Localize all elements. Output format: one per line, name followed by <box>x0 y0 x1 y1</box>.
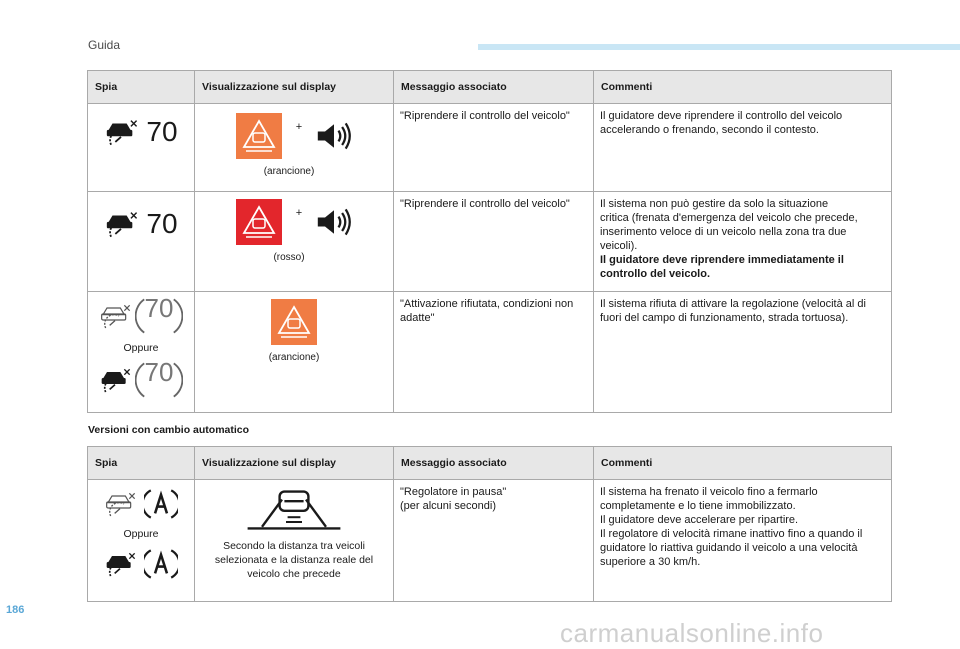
speed-gauge-outline-icon <box>99 302 131 330</box>
speed-gauge-outline-icon <box>104 490 136 518</box>
header-title: Guida <box>88 38 121 52</box>
display-caption: Secondo la distanza tra veicoli selezionata e la distanza reale del veicolo che precede <box>214 540 374 580</box>
speed-gauge-icon <box>104 209 138 239</box>
watermark: carmanualsonline.info <box>560 618 824 648</box>
comment-cell <box>594 192 892 292</box>
header-commenti: Commenti <box>594 447 892 480</box>
comment-cell: Il sistema rifiuta di attivare la regolazione (velocità al di fuori del campo di funzionamento, strada tortuosa). <box>594 292 892 413</box>
table-row <box>88 480 892 602</box>
spia-cell <box>88 192 195 292</box>
comment-bold: Il guidatore deve riprendere immediatamente il controllo del veicolo. <box>600 254 844 280</box>
circled-speed <box>135 357 183 399</box>
auto-hold-a-icon <box>144 487 178 521</box>
sound-icon <box>316 122 352 150</box>
page-number: 186 <box>6 604 25 616</box>
speed-gauge-icon <box>104 117 138 147</box>
spia-cell <box>88 480 195 602</box>
header-visualizzazione: Visualizzazione sul display <box>195 447 394 480</box>
message-cell: "Riprendere il controllo del veicolo" <box>394 192 594 292</box>
display-cell <box>195 292 394 413</box>
plus-sign: + <box>295 207 303 219</box>
display-color-note: (rosso) <box>273 252 305 263</box>
header-spia: Spia <box>88 447 195 480</box>
or-label: Oppure <box>123 528 159 540</box>
road-car-icon <box>246 487 342 533</box>
message-cell: "Riprendere il controllo del veicolo" <box>394 104 594 192</box>
speed-value: 70 <box>146 208 178 239</box>
display-color-note: (arancione) <box>268 352 320 363</box>
table-header-row <box>88 447 892 480</box>
header-bar <box>478 44 960 50</box>
table-warning-lights <box>87 70 892 413</box>
circled-speed <box>135 293 183 335</box>
warning-car-icon <box>236 199 282 245</box>
comment-cell: Il guidatore deve riprendere il controllo del veicolo accelerando o frenando, secondo il contesto. <box>594 104 892 192</box>
comment-line: Il sistema non può gestire da solo la situazione <box>600 198 829 210</box>
spia-cell <box>88 292 195 413</box>
display-color-note: (arancione) <box>263 166 315 177</box>
message-line: "Regolatore in pausa" <box>400 486 507 498</box>
header-visualizzazione: Visualizzazione sul display <box>195 71 394 104</box>
header-spia: Spia <box>88 71 195 104</box>
comment-line: inserimento veloce di un veicolo nella zona tra due veicoli). <box>600 226 847 252</box>
spia-cell <box>88 104 195 192</box>
comment-cell <box>594 480 892 602</box>
message-line: (per alcuni secondi) <box>400 500 496 512</box>
table-row <box>88 192 892 292</box>
header-messaggio: Messaggio associato <box>394 71 594 104</box>
table-row <box>88 292 892 413</box>
header-messaggio: Messaggio associato <box>394 447 594 480</box>
speed-value: 70 <box>144 357 174 387</box>
comment-line: Il sistema ha frenato il veicolo fino a fermarlo completamente e lo tiene immobilizzato. <box>600 486 818 512</box>
section-heading: Versioni con cambio automatico <box>88 424 250 436</box>
message-cell: "Attivazione rifiutata, condizioni non adatte" <box>394 292 594 413</box>
comment-line: critica (frenata d'emergenza del veicolo che precede, <box>600 212 858 224</box>
message-cell <box>394 480 594 602</box>
warning-car-icon <box>271 299 317 345</box>
speed-value: 70 <box>146 116 178 147</box>
display-cell <box>195 192 394 292</box>
speed-value: 70 <box>144 293 174 323</box>
speed-gauge-icon <box>104 550 136 578</box>
header-commenti: Commenti <box>594 71 892 104</box>
or-label: Oppure <box>123 342 159 354</box>
display-cell <box>195 104 394 192</box>
table-header-row <box>88 71 892 104</box>
speed-gauge-icon <box>99 366 131 394</box>
table-row <box>88 104 892 192</box>
auto-hold-a-icon <box>144 547 178 581</box>
display-cell <box>195 480 394 602</box>
plus-sign: + <box>295 121 303 133</box>
table-automatic-gearbox <box>87 446 892 602</box>
warning-car-icon <box>236 113 282 159</box>
comment-line: Il regolatore di velocità rimane inattivo fino a quando il guidatore lo riattiva guidando il veicolo a una velocità superiore a 30 km/h. <box>600 528 863 568</box>
sound-icon <box>316 208 352 236</box>
comment-line: Il guidatore deve accelerare per ripartire. <box>600 514 799 526</box>
